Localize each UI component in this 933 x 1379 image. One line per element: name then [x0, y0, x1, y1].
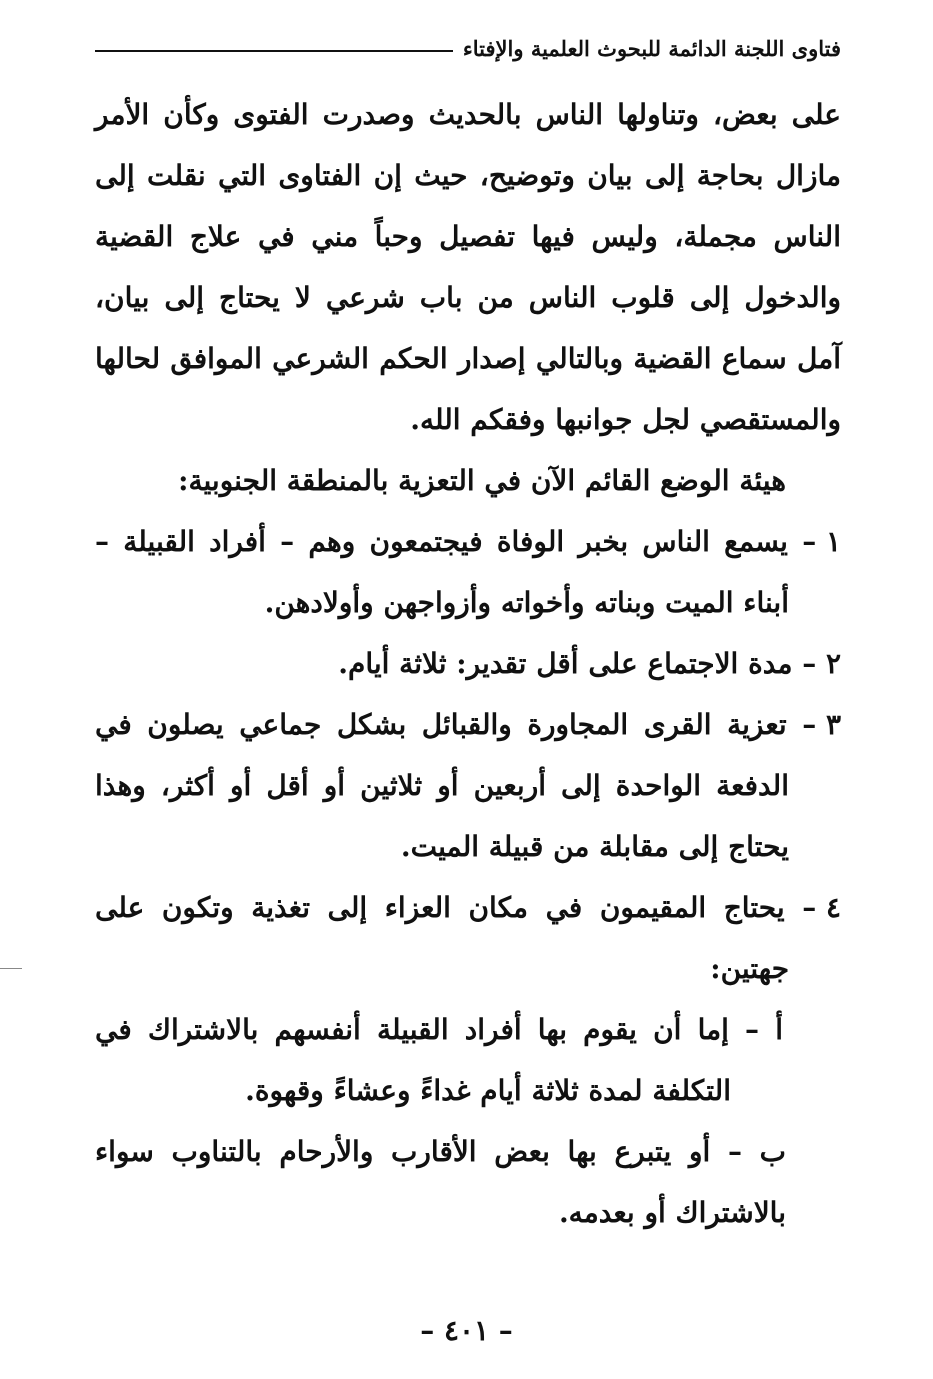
list-item-number: ١ –	[802, 525, 842, 558]
section-subheading: هيئة الوضع القائم الآن في التعزية بالمنطقة الجنوبية:	[178, 464, 786, 497]
list-item-number: ٢ –	[802, 647, 841, 680]
list-item-4	[95, 877, 841, 999]
list-item-text: يسمع الناس بخبر الوفاة فيجتمعون وهم – أفراد القبيلة – أبناء الميت وبناته وأخواته وأزواجهن وأولادهن.	[95, 525, 789, 619]
intro-paragraph: على بعض، وتناولها الناس بالحديث وصدرت الفتوى وكأن الأمر مازال بحاجة إلى بيان وتوضيح، حيث إن الفتاوى التي نقلت إلى الناس مجملة، وليس فيها تفصيل وحباً مني في علاج القضية والدخول إلى قلوب الناس من باب شرعي لا يحتاج إلى بيان، آمل سماع القضية وبالتالي إصدار الحكم الشرعي الموافق لحالها والمستقصي لجل جوانبها وفقكم الله.	[95, 98, 841, 436]
running-header	[95, 28, 841, 68]
header-title: فتاوى اللجنة الدائمة للبحوث العلمية والإفتاء	[462, 35, 841, 61]
list-item-number: ٤ –	[802, 891, 841, 924]
page-body	[95, 84, 841, 1243]
list-item-2	[95, 633, 841, 694]
list-item-text: تعزية القرى المجاورة والقبائل بشكل جماعي يصلون في الدفعة الواحدة إلى أربعين أو ثلاثين أو أقل أو أكثر، وهذا يحتاج إلى مقابلة من قبيلة الميت.	[95, 708, 789, 863]
list-item-1	[95, 511, 841, 633]
page-number: – ٤٠١ –	[420, 1314, 513, 1347]
header-rule	[95, 50, 453, 52]
list-item-text: مدة الاجتماع على أقل تقدير: ثلاثة أيام.	[338, 647, 793, 680]
list-item-3	[95, 694, 841, 877]
margin-mark	[0, 968, 22, 969]
sub-item-a: أ – إما أن يقوم بها أفراد القبيلة أنفسهم بالاشتراك في التكلفة لمدة ثلاثة أيام غداءً وعشاءً وقهوة.	[95, 1013, 783, 1107]
sub-item-b: ب – أو يتبرع بها بعض الأقارب والأرحام بالتناوب سواء بالاشتراك أو بعدمه.	[95, 1135, 786, 1229]
list-item-text: يحتاج المقيمون في مكان العزاء إلى تغذية وتكون على جهتين:	[95, 891, 789, 985]
list-item-number: ٣ –	[802, 708, 842, 741]
